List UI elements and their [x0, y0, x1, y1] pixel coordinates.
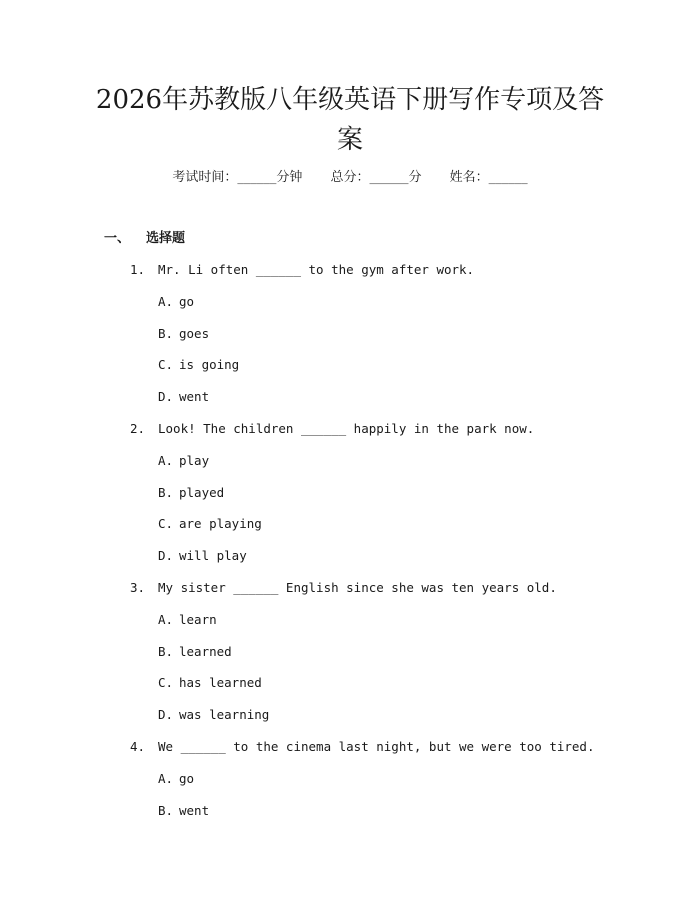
answer-option — [0, 481, 700, 513]
option-text: goes — [179, 325, 210, 341]
option-label: B. — [158, 325, 174, 341]
option-text: was learning — [179, 707, 270, 723]
option-text: go — [179, 293, 195, 309]
answer-option — [0, 290, 700, 322]
option-text: learn — [179, 611, 217, 627]
option-text: are playing — [179, 516, 262, 532]
answer-option — [0, 767, 700, 799]
question-number: 1. — [130, 262, 146, 277]
option-text: go — [179, 770, 195, 786]
option-text: went — [179, 389, 210, 405]
answer-option — [0, 449, 700, 481]
question-list — [0, 258, 700, 830]
page-title: 2026年苏教版八年级英语下册写作专项及答案 — [95, 85, 605, 155]
option-text: play — [179, 452, 210, 468]
option-label: B. — [158, 484, 174, 500]
student-name-field: 姓名：______ — [449, 170, 528, 185]
option-text: went — [179, 802, 210, 818]
answer-option — [0, 322, 700, 354]
answer-option — [0, 608, 700, 640]
option-label: C. — [158, 516, 174, 532]
answer-option — [0, 671, 700, 703]
option-label: C. — [158, 357, 174, 373]
answer-option — [0, 640, 700, 672]
option-label: A. — [158, 293, 174, 309]
option-text: played — [179, 484, 225, 500]
option-text: will play — [179, 548, 247, 564]
option-label: A. — [158, 611, 174, 627]
section-title: 选择题 — [146, 231, 186, 246]
answer-option — [0, 544, 700, 576]
question-item — [0, 576, 700, 608]
option-label: D. — [158, 548, 174, 564]
exam-time-field: 考试时间：______分钟 — [172, 170, 303, 185]
option-label: D. — [158, 707, 174, 723]
total-score-field: 总分：______分 — [330, 170, 422, 185]
question-text: Look! The children ______ happily in the park now. — [158, 420, 535, 436]
option-label: A. — [158, 770, 174, 786]
question-text: Mr. Li often ______ to the gym after work. — [158, 262, 475, 277]
option-text: learned — [179, 643, 232, 659]
section-number: 一、 — [104, 231, 131, 246]
question-item — [0, 735, 700, 767]
option-text: is going — [179, 357, 240, 373]
question-number: 4. — [130, 738, 146, 754]
question-item — [0, 258, 700, 290]
question-number: 2. — [130, 420, 146, 436]
answer-option — [0, 353, 700, 385]
question-text: We ______ to the cinema last night, but we were too tired. — [158, 738, 595, 754]
option-label: D. — [158, 389, 174, 405]
answer-option — [0, 703, 700, 735]
question-item — [0, 417, 700, 449]
option-label: C. — [158, 675, 174, 691]
option-label: A. — [158, 452, 174, 468]
question-number: 3. — [130, 579, 146, 595]
answer-option — [0, 799, 700, 831]
section-heading — [104, 229, 185, 249]
exam-info — [0, 168, 700, 188]
question-text: My sister ______ English since she was ten years old. — [158, 579, 557, 595]
option-text: has learned — [179, 675, 262, 691]
answer-option — [0, 512, 700, 544]
option-label: B. — [158, 643, 174, 659]
option-label: B. — [158, 802, 174, 818]
answer-option — [0, 385, 700, 417]
